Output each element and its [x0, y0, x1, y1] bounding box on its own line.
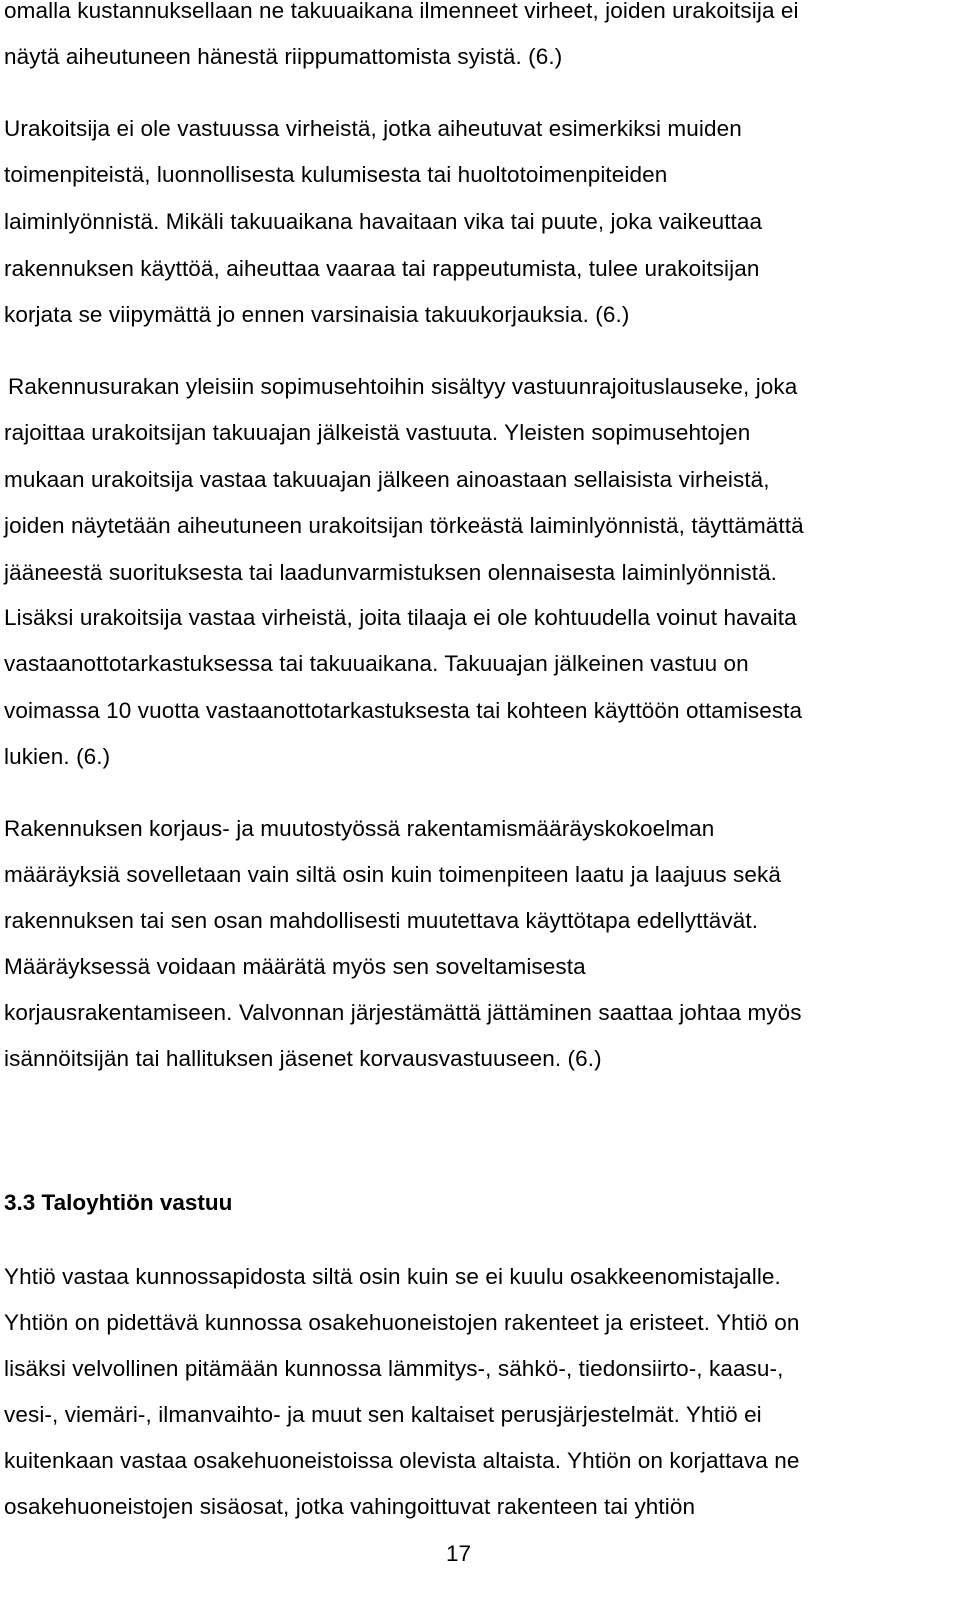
paragraph-3-line-9: lukien. (6.) — [4, 744, 111, 769]
paragraph-3-line-1: Rakennusurakan yleisiin sopimusehtoihin sisältyy vastuunrajoituslauseke, joka — [8, 374, 798, 399]
paragraph-1-line-1: omalla kustannuksellaan ne takuuaikana ilmenneet virheet, joiden urakoitsija ei — [4, 0, 799, 23]
page-number: 17 — [446, 1541, 472, 1566]
section-line-6: osakehuoneistojen sisäosat, jotka vahingoittuvat rakenteen tai yhtiön — [4, 1494, 696, 1519]
paragraph-4-line-6: isännöitsijän tai hallituksen jäsenet korvausvastuuseen. (6.) — [4, 1046, 602, 1071]
paragraph-4-line-5: korjausrakentamiseen. Valvonnan järjestämättä jättäminen saattaa johtaa myös — [4, 1000, 802, 1025]
paragraph-4-line-3: rakennuksen tai sen osan mahdollisesti muutettava käyttötapa edellyttävät. — [4, 908, 759, 933]
paragraph-3-line-6: Lisäksi urakoitsija vastaa virheistä, joita tilaaja ei ole kohtuudella voinut havaita — [4, 605, 797, 630]
section-line-3: lisäksi velvollinen pitämään kunnossa lämmitys-, sähkö-, tiedonsiirto-, kaasu-, — [4, 1356, 784, 1381]
paragraph-3-line-3: mukaan urakoitsija vastaa takuuajan jälkeen ainoastaan sellaisista virheistä, — [4, 467, 770, 492]
paragraph-2-line-4: rakennuksen käyttöä, aiheuttaa vaaraa tai rappeutumista, tulee urakoitsijan — [4, 256, 760, 281]
paragraph-2-line-2: toimenpiteistä, luonnollisesta kulumisesta tai huoltotoimenpiteiden — [4, 162, 668, 187]
section-heading: 3.3 Taloyhtiön vastuu — [4, 1190, 233, 1215]
section-line-1: Yhtiö vastaa kunnossapidosta siltä osin kuin se ei kuulu osakkeenomistajalle. — [4, 1264, 781, 1289]
paragraph-3-line-5: jääneestä suorituksesta tai laadunvarmistuksen olennaisesta laiminlyönnistä. — [4, 560, 778, 585]
section-line-4: vesi-, viemäri-, ilmanvaihto- ja muut sen kaltaiset perusjärjestelmät. Yhtiö ei — [4, 1402, 762, 1427]
paragraph-2-line-1: Urakoitsija ei ole vastuussa virheistä, jotka aiheutuvat esimerkiksi muiden — [4, 116, 742, 141]
paragraph-3-line-8: voimassa 10 vuotta vastaanottotarkastuksesta tai kohteen käyttöön ottamisesta — [4, 698, 803, 723]
paragraph-4-line-2: määräyksiä sovelletaan vain siltä osin kuin toimenpiteen laatu ja laajuus sekä — [4, 862, 781, 887]
paragraph-3-line-7: vastaanottotarkastuksessa tai takuuaikana. Takuuajan jälkeinen vastuu on — [4, 651, 749, 676]
paragraph-4-line-4: Määräyksessä voidaan määrätä myös sen soveltamisesta — [4, 954, 586, 979]
paragraph-2-line-3: laiminlyönnistä. Mikäli takuuaikana havaitaan vika tai puute, joka vaikeuttaa — [4, 209, 763, 234]
paragraph-4-line-1: Rakennuksen korjaus- ja muutostyössä rakentamismääräyskokoelman — [4, 816, 715, 841]
paragraph-3-line-4: joiden näytetään aiheutuneen urakoitsijan törkeästä laiminlyönnistä, täyttämättä — [4, 513, 804, 538]
paragraph-2-line-5: korjata se viipymättä jo ennen varsinaisia takuukorjauksia. (6.) — [4, 302, 630, 327]
section-line-5: kuitenkaan vastaa osakehuoneistoissa olevista altaista. Yhtiön on korjattava ne — [4, 1448, 800, 1473]
paragraph-3-line-2: rajoittaa urakoitsijan takuuajan jälkeistä vastuuta. Yleisten sopimusehtojen — [4, 420, 751, 445]
paragraph-1-line-2: näytä aiheutuneen hänestä riippumattomista syistä. (6.) — [4, 44, 563, 69]
section-line-2: Yhtiön on pidettävä kunnossa osakehuoneistojen rakenteet ja eristeet. Yhtiö on — [4, 1310, 800, 1335]
